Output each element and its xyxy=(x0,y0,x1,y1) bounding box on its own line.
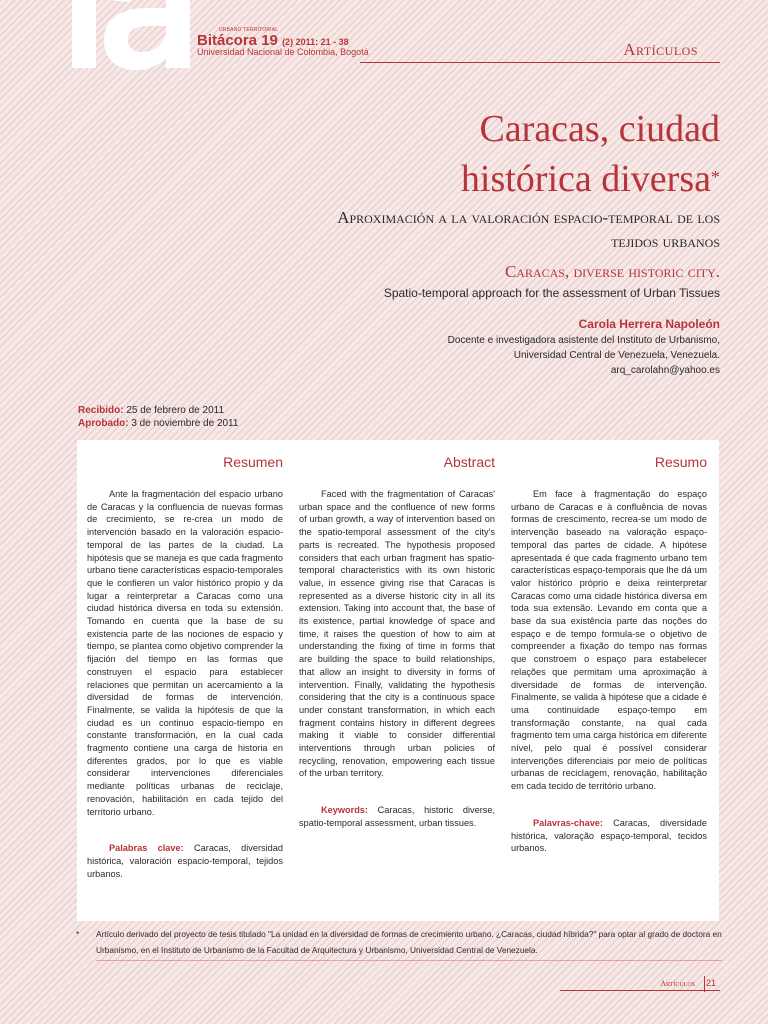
keywords-label-es: Palabras clave: xyxy=(109,843,184,854)
abstract-body-es: Ante la fragmentación del espacio urbano de Caracas y la confluencia de nuevas formas de crecimiento, se re-crea un modo de intervención basado en la valoración espacio-temporal de las partes de la ciudad. La hipótesis que se maneja es que cada fragmento urbano tiene características espacio-temporales que le confieren un valor histórico propio y da lugar a reinterpretar a Caracas como una ciudad histórica diversa en toda su extensión. Tomando en cuenta que la base de su existencia parte de las nociones de espacio y tiempo, se plantea como objetivo comprender la fijación del tiempo en las formas que construyen el espacio para establecer relaciones que permitan un acercamiento a la diversidad de formas de intervención. Finalmente, se valida la hipótesis de que la ciudad es un continuo espacio-tiempo en constante transformación, en la cual cada fragmento contiene una carga de historia en diferentes grados, por lo que es viable considerar intervenciones diferenciales mediante políticas urbanas de reciclaje, renovación, habilitación en cada tejido del territorio urbano. xyxy=(87,489,283,817)
journal-university: Universidad Nacional de Colombia, Bogotá xyxy=(197,47,369,57)
abstracts-panel xyxy=(77,440,719,921)
author-name: Carola Herrera Napoleón xyxy=(578,317,720,331)
footnote-rule xyxy=(96,960,722,961)
article-title-line-2: histórica diversa xyxy=(460,158,711,200)
footnote-text: Artículo derivado del proyecto de tesis titulado "La unidad en la diversidad de formas de crecimiento urbano. ¿Caracas, ciudad híbrida?" para optar al grado de doctora en Urbanismo, en el Instituto de Urbanismo de la Facultad de Arquitectura y Urbanismo, Universidad Central de Venezuela. xyxy=(96,929,722,955)
abstract-column-en xyxy=(299,454,495,830)
approved-date: 3 de noviembre de 2011 xyxy=(131,418,239,429)
abstract-heading-en: Abstract xyxy=(443,454,495,470)
keywords-label-en: Keywords: xyxy=(321,805,368,816)
article-title-line-1: Caracas, ciudad xyxy=(479,108,720,150)
keywords-text-es: Caracas, diversidad histórica, valoración espacio-temporal, tejidos urbanos. xyxy=(87,843,283,879)
article-subtitle: Aproximación a la valoración espacio-temporal de los tejidos urbanos xyxy=(337,208,720,251)
journal-volume: 19 xyxy=(261,32,278,49)
keywords-text-en: Caracas, historic diverse, spatio-temporal assessment, urban tissues. xyxy=(299,805,496,828)
affiliation-line-1: Docente e investigadora asistente del Instituto de Urbanismo, xyxy=(447,335,720,346)
approved-label: Aprobado: xyxy=(78,418,129,429)
affiliation-line-2: Universidad Central de Venezuela, Venezuela. xyxy=(513,350,720,361)
folio-rule xyxy=(560,990,720,991)
abstract-column-es xyxy=(87,454,283,880)
keywords-label-pt: Palavras-chave: xyxy=(533,817,603,828)
keywords-es xyxy=(87,842,283,880)
section-title: Artículos xyxy=(623,40,698,59)
abstract-heading-es: Resumen xyxy=(223,454,283,470)
page-number: 21 xyxy=(705,978,716,988)
journal-header xyxy=(197,27,369,57)
journal-super-label: URBANO TERRITORIAL xyxy=(219,27,279,33)
folio-section: Artículos xyxy=(660,979,695,988)
author-email[interactable]: arq_carolahn@yahoo.es xyxy=(610,365,720,376)
received-label: Recibido: xyxy=(78,405,124,416)
journal-title: Bitácora xyxy=(197,32,258,49)
english-title: Caracas, diverse historic city. xyxy=(504,262,720,281)
footnote xyxy=(76,926,722,958)
keywords-en xyxy=(299,804,495,829)
journal-issue: (2) 2011: 21 - 38 xyxy=(282,37,349,47)
footnote-mark: * xyxy=(76,929,80,939)
header-rule xyxy=(360,62,720,63)
article-dates xyxy=(78,404,238,430)
english-subtitle: Spatio-temporal approach for the assessment of Urban Tissues xyxy=(383,286,720,300)
title-footnote-mark: * xyxy=(711,167,720,187)
abstract-column-pt xyxy=(511,454,707,855)
abstract-body-en: Faced with the fragmentation of Caracas' urban space and the confluence of new forms of urban growth, a way of intervention based on the spatio-temporal assessment of the city's parts is recreated. The hypothesis proposed considers that each urban fragment has spatio-temporal characteristics with its own historic value, in essence giving rise that Caracas is represented as a diverse historic city in all its extension. Taking into account that, the base of its existence, partial knowledge of space and time, it raises the question of how to aim at understanding the fixing of time in forms that are building the space to build relationships, that allow an insight to diversity in forms of intervention. Finally, validating the hypothesis considering that the city is a continuous space under constant transformation, in which each fragment contains history in different degrees making it viable to consider differential interventions through urban policies of recycling, renovation, empowering each tissue of the urban territory. xyxy=(299,489,495,779)
keywords-pt xyxy=(511,817,707,855)
received-date: 25 de febrero de 2011 xyxy=(126,405,225,416)
journal-logo-mark xyxy=(68,0,198,70)
keywords-text-pt: Caracas, diversidade histórica, valoração espaço-temporal, tecidos urbanos. xyxy=(511,817,707,854)
folio-separator xyxy=(704,976,705,992)
abstract-heading-pt: Resumo xyxy=(654,454,707,470)
author-affiliation xyxy=(360,333,720,378)
article-title xyxy=(461,104,720,204)
abstract-body-pt: Em face à fragmentação do espaço urbano de Caracas e à confluência de novas formas de crescimento, recrea-se um modo de intervenção baseado na valoração espaço-temporal das partes de cidade. A hipótese apresentada é que cada fragmento urbano tem características espaço-temporais que lhe dá um valor histórico próprio e deixa reinterpretar Caracas como uma cidade histórica diversa em toda sua extensão. Levando em conta que a base da sua existência parte das noções do espaço e de tempo formula-se o objetivo de compreender a fixação do tempo nas formas que constroem o espaço para estabelecer relações que permitam uma aproximação à diversidade de formas de intervenção. Finalmente, se valida à hipótese que a cidade é uma continuidade espaço-tempo em transformação constante, na qual cada fragmento tem uma carga histórica em diferente nível, pelo qual é possível considerar intervenções diferenciais por meio de políticas urbanas de reciclagem, renovação, habilitação em cada tecido de território urbano. xyxy=(511,489,707,792)
